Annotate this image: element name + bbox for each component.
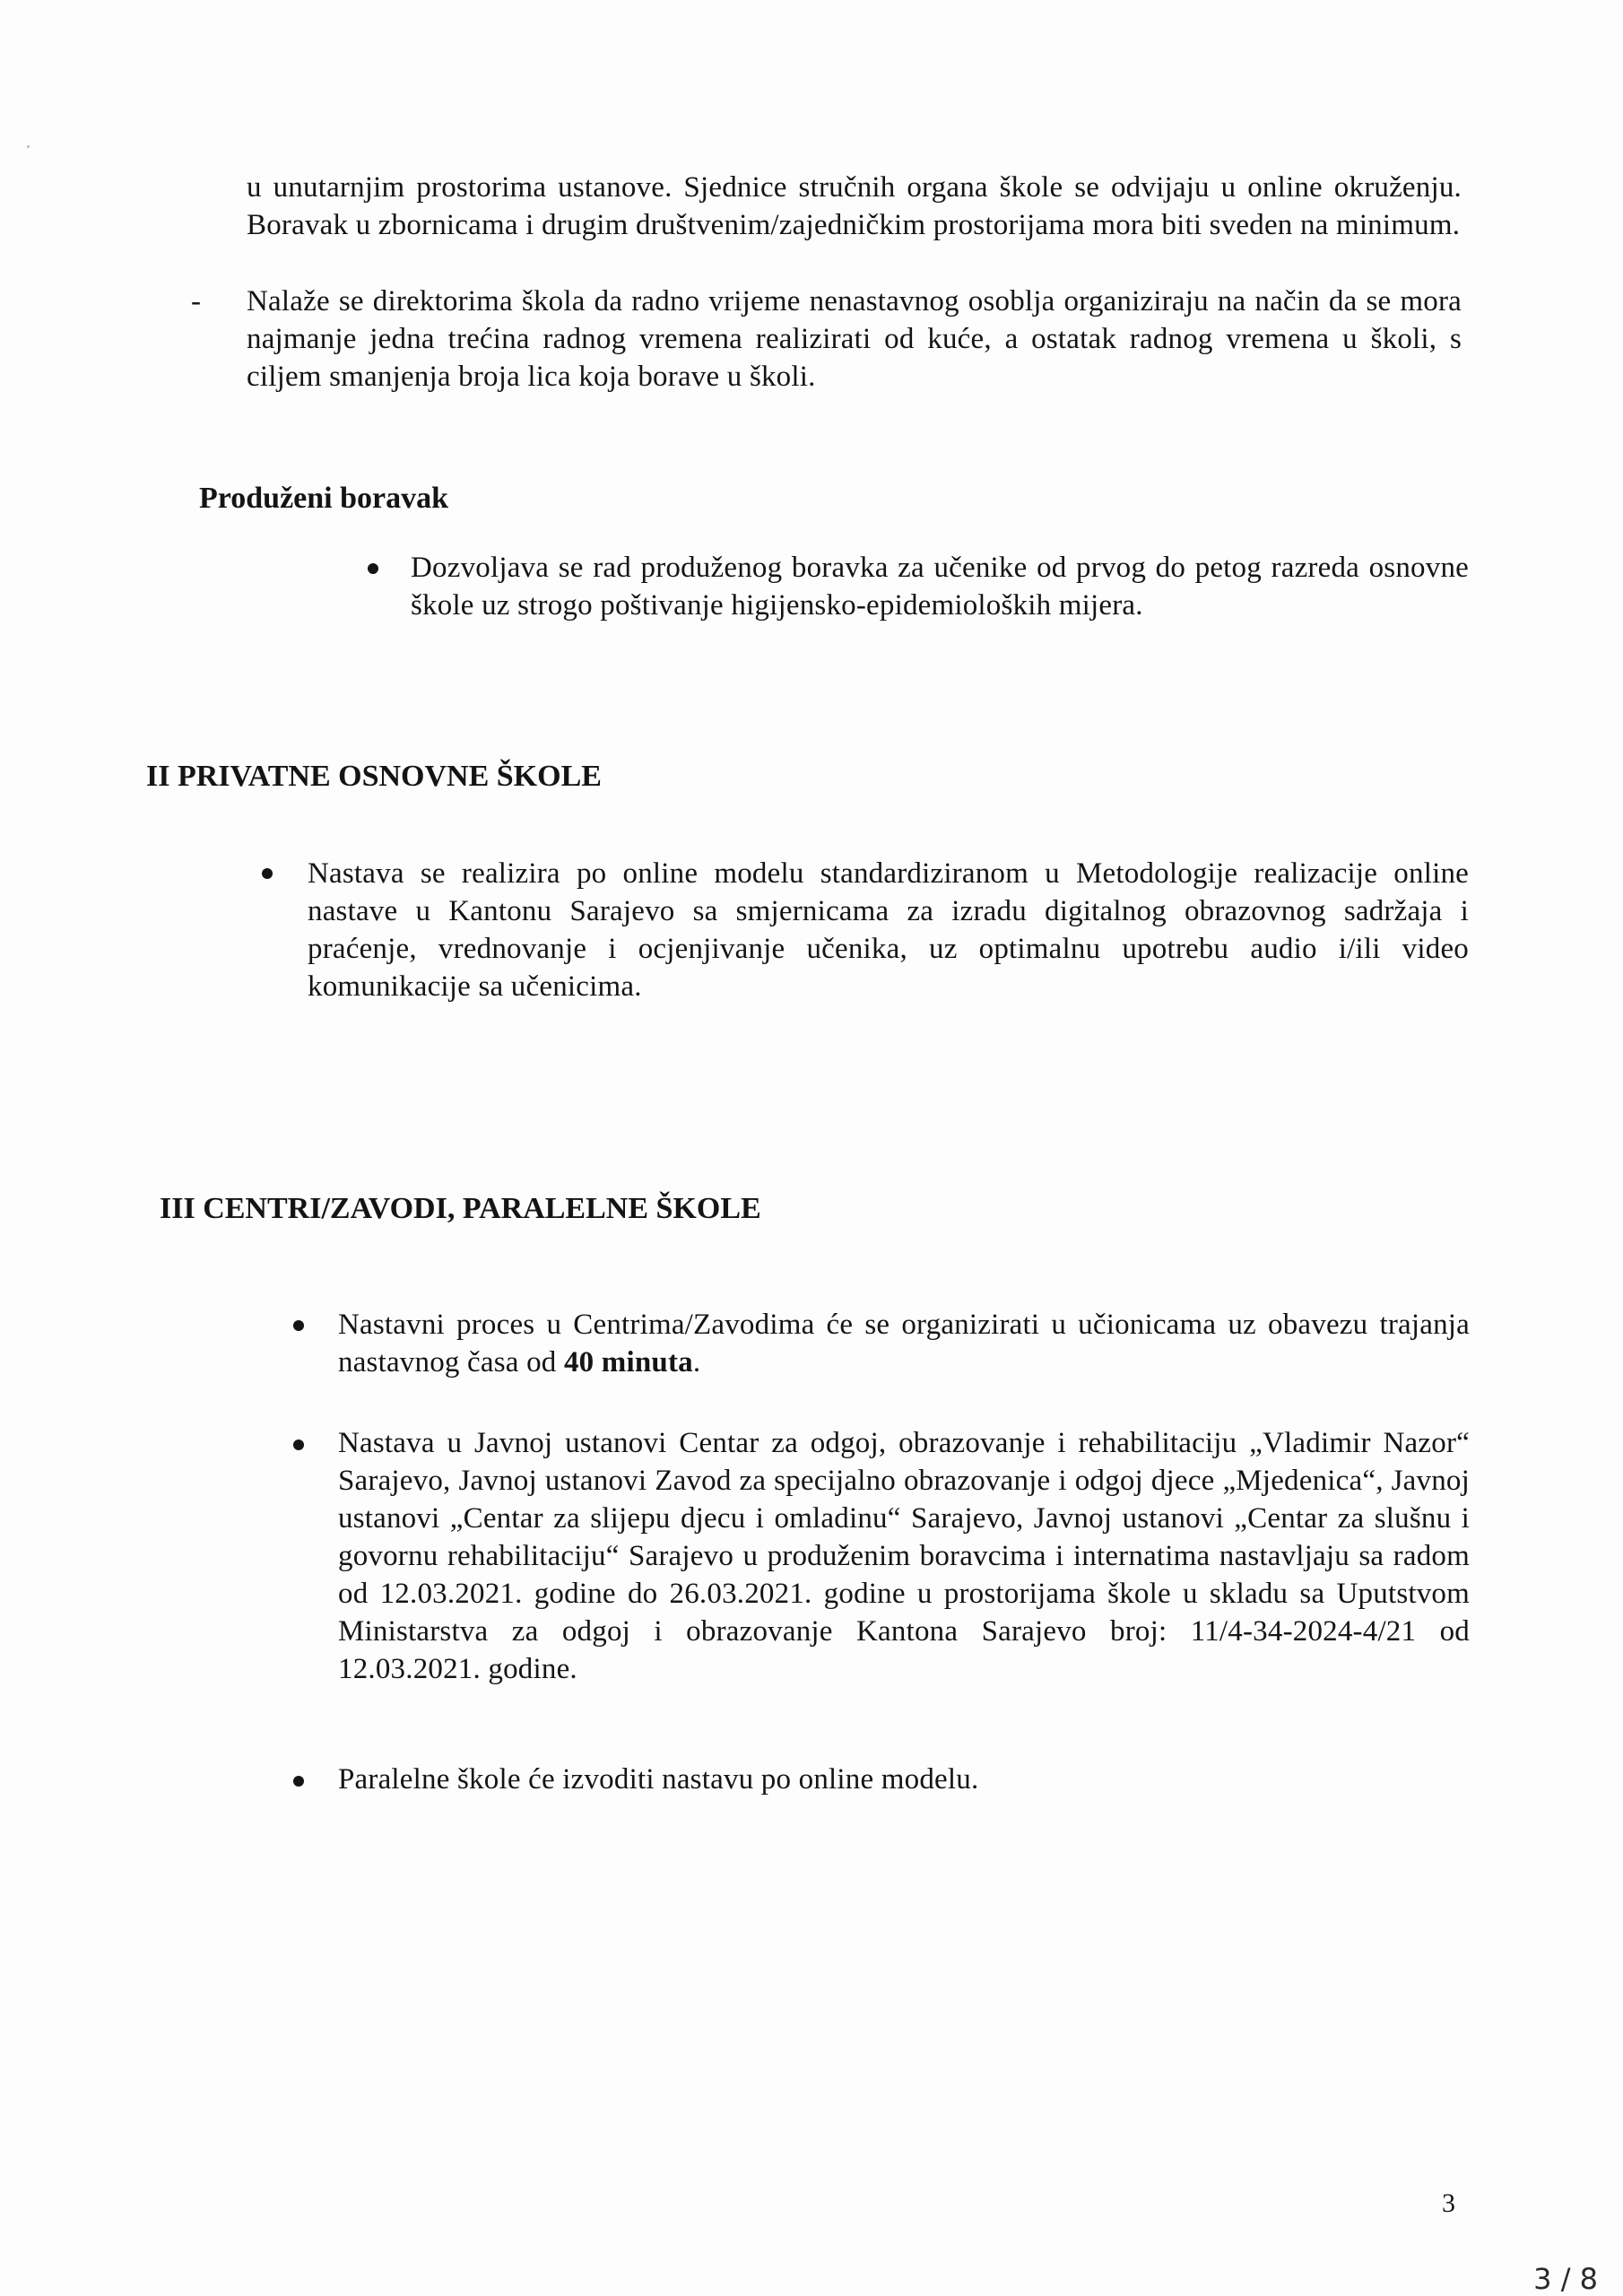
- section-heading-centri-zavodi: III CENTRI/ZAVODI, PARALELNE ŠKOLE: [160, 1192, 761, 1225]
- section-heading-privatne-skole: II PRIVATNE OSNOVNE ŠKOLE: [146, 760, 602, 793]
- bullet-icon: [293, 1320, 304, 1331]
- bullet-text-bold: 40 minuta: [563, 1346, 693, 1378]
- bullet-text-suffix: .: [692, 1346, 701, 1378]
- bullet-icon: [368, 563, 378, 574]
- bullet-icon: [262, 868, 273, 879]
- bullet-icon: [293, 1439, 304, 1450]
- bullet-item-paralelne-skole: Paralelne škole će izvoditi nastavu po online modelu.: [338, 1763, 979, 1796]
- bullet-item-produzeni: Dozvoljava se rad produženog boravka za učenike od prvog do petog razreda osnovne škole uz strogo poštivanje higijensko-epidemioloških mijera.: [411, 552, 1469, 622]
- bullet-item-centri-ustanove: Nastava u Javnoj ustanovi Centar za odgoj, obrazovanje i rehabilitaciju „Vladimir Nazor“ Sarajevo, Javnoj ustanovi Zavod za specijalno obrazovanje i odgoj djece „Mjedenica“, Javnoj ustanovi „Centar za slijepu djecu i omladinu“ Sarajevo, Javnoj ustanovi „Centar za slušnu i govornu rehabilitaciju“ Sarajevo u produženim boravcima i internatima nastavljaju sa radom od 12.03.2021. godine do 26.03.2021. godine u prostorijama škole u skladu sa Uputstvom Ministarstva za odgoj i obrazovanje Kantona Sarajevo broj: 11/4-34-2024-4/21 od 12.03.2021. godine.: [338, 1427, 1470, 1685]
- intro-paragraph: u unutarnjim prostorima ustanove. Sjednice stručnih organa škole se odvijaju u online okruženju. Boravak u zbornicama i drugim društvenim/zajedničkim prostorijama mora biti sveden na minimum.: [247, 171, 1462, 241]
- bullet-text-prefix: Nastavni proces u Centrima/Zavodima će se organizirati u učionicama uz obavezu trajanja nastavnog časa od: [338, 1309, 1470, 1378]
- bullet-icon: [293, 1776, 304, 1787]
- bullet-item-centri-nastavni-proces: [338, 1306, 1470, 1381]
- dash-marker: -: [191, 285, 201, 317]
- section-heading-produzeni-boravak: Produženi boravak: [199, 482, 449, 515]
- bullet-item-privatne: Nastava se realizira po online modelu standardiziranom u Metodologije realizacije online nastave u Kantonu Sarajevo sa smjernicama za izradu digitalnog obrazovnog sadržaja i praćenje, vrednovanje i ocjenjivanje učenika, uz optimalnu upotrebu audio i/ili video komunikacije sa učenicima.: [308, 857, 1469, 1003]
- viewer-page-indicator: 3 / 8: [1533, 2262, 1598, 2296]
- scan-speck: [27, 145, 30, 148]
- dash-list-item: Nalaže se direktorima škola da radno vrijeme nenastavnog osoblja organiziraju na način da se mora najmanje jedna trećina radnog vremena realizirati od kuće, a ostatak radnog vremena u školi, s ciljem smanjenja broja lica koja borave u školi.: [247, 285, 1462, 393]
- page-number: 3: [1442, 2188, 1455, 2218]
